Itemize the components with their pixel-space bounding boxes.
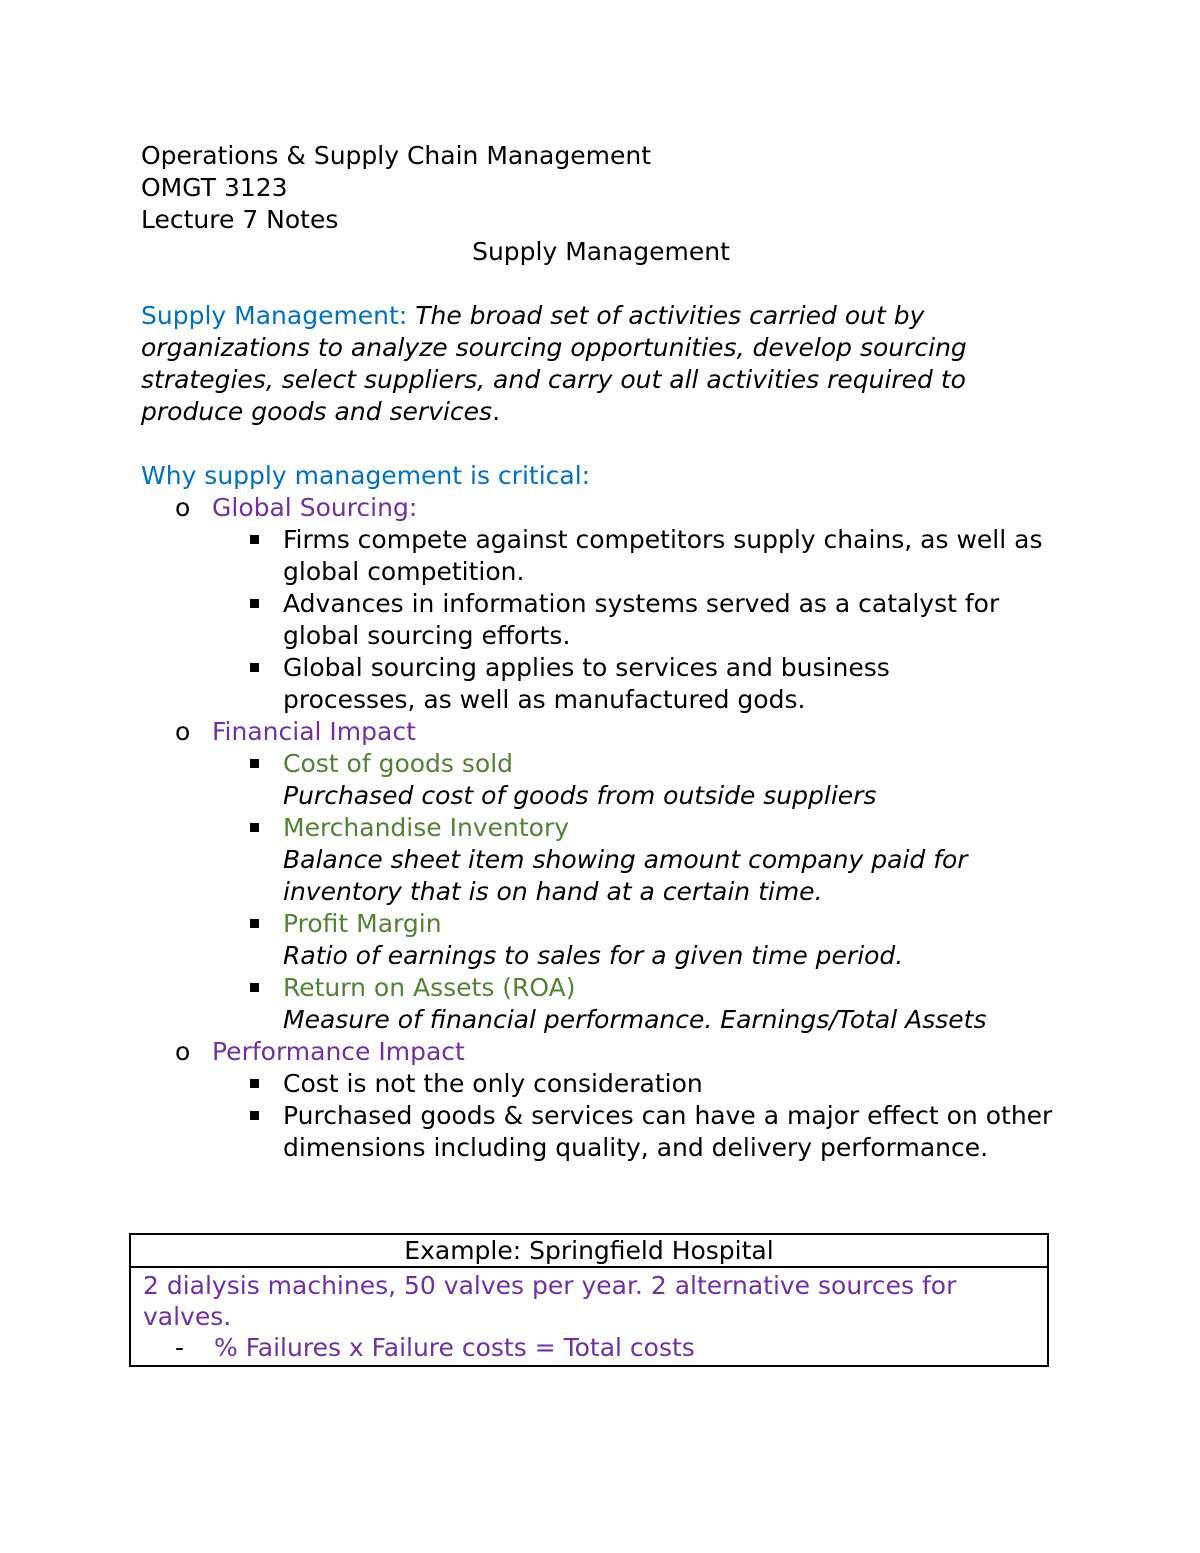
why-heading: Why supply management is critical: (141, 461, 591, 490)
financial-impact-title: Financial Impact (212, 717, 416, 746)
example-formula-row (143, 1332, 1037, 1363)
bullet-text: Purchased goods & services can have a major effect on other dimensions including quality, and delivery performance. (283, 1101, 1053, 1162)
section-global-sourcing (141, 492, 1061, 524)
example-table (129, 1233, 1049, 1367)
example-text: 2 dialysis machines, 50 valves per year. 2 alternative sources for valves. (143, 1271, 957, 1331)
term-label: Return on Assets (ROA) (283, 973, 576, 1002)
course-title: Operations & Supply Chain Management (141, 141, 652, 170)
term-label: Profit Margin (283, 909, 442, 938)
course-code: OMGT 3123 (141, 173, 288, 202)
bullet-text: Global sourcing applies to services and business processes, as well as manufactured gods. (283, 653, 890, 714)
term-description: Balance sheet item showing amount company paid for inventory that is on hand at a certain time. (283, 845, 968, 906)
definition-text: The broad set of activities carried out by organizations to analyze sourcing opportunities, develop sourcing strategies, select suppliers, and carry out all activities required to produce goods and services (141, 301, 967, 426)
square-bullet-icon (250, 535, 259, 544)
list-item (141, 1100, 1061, 1164)
definition-term: Supply Management: (141, 301, 408, 330)
term-description: Measure of financial performance. Earnings/Total Assets (283, 1005, 987, 1034)
list-item (141, 748, 1061, 812)
square-bullet-icon (250, 919, 259, 928)
term-label: Merchandise Inventory (283, 813, 570, 842)
square-bullet-icon (250, 1111, 259, 1120)
example-formula: % Failures x Failure costs = Total costs (214, 1333, 695, 1362)
square-bullet-icon (250, 983, 259, 992)
list-item (141, 812, 1061, 908)
list-item (141, 972, 1061, 1036)
square-bullet-icon (250, 823, 259, 832)
square-bullet-icon (250, 1079, 259, 1088)
example-header: Example: Springfield Hospital (131, 1235, 1047, 1268)
list-item (141, 908, 1061, 972)
example-body (131, 1268, 1047, 1365)
definition-end-mark: . (492, 397, 501, 426)
section-performance-impact (141, 1036, 1061, 1068)
global-sourcing-title: Global Sourcing: (212, 493, 418, 522)
circle-bullet-icon: o (175, 493, 191, 522)
circle-bullet-icon: o (175, 717, 191, 746)
list-item (141, 588, 1061, 652)
square-bullet-icon (250, 663, 259, 672)
term-description: Purchased cost of goods from outside suppliers (283, 781, 877, 810)
square-bullet-icon (250, 599, 259, 608)
list-item (141, 652, 1061, 716)
list-item (141, 1068, 1061, 1100)
bullet-text: Cost is not the only consideration (283, 1069, 703, 1098)
section-financial-impact (141, 716, 1061, 748)
list-item (141, 524, 1061, 588)
document-page (141, 140, 1061, 1164)
bullet-text: Firms compete against competitors supply chains, as well as global competition. (283, 525, 1043, 586)
bullet-text: Advances in information systems served as a catalyst for global sourcing efforts. (283, 589, 1000, 650)
lecture-label: Lecture 7 Notes (141, 205, 339, 234)
circle-bullet-icon: o (175, 1037, 191, 1066)
square-bullet-icon (250, 759, 259, 768)
dash-bullet-icon: - (175, 1333, 185, 1362)
term-description: Ratio of earnings to sales for a given time period. (283, 941, 904, 970)
definition-paragraph (141, 300, 1061, 428)
topic-title: Supply Management (472, 237, 730, 266)
term-label: Cost of goods sold (283, 749, 514, 778)
performance-impact-title: Performance Impact (212, 1037, 465, 1066)
